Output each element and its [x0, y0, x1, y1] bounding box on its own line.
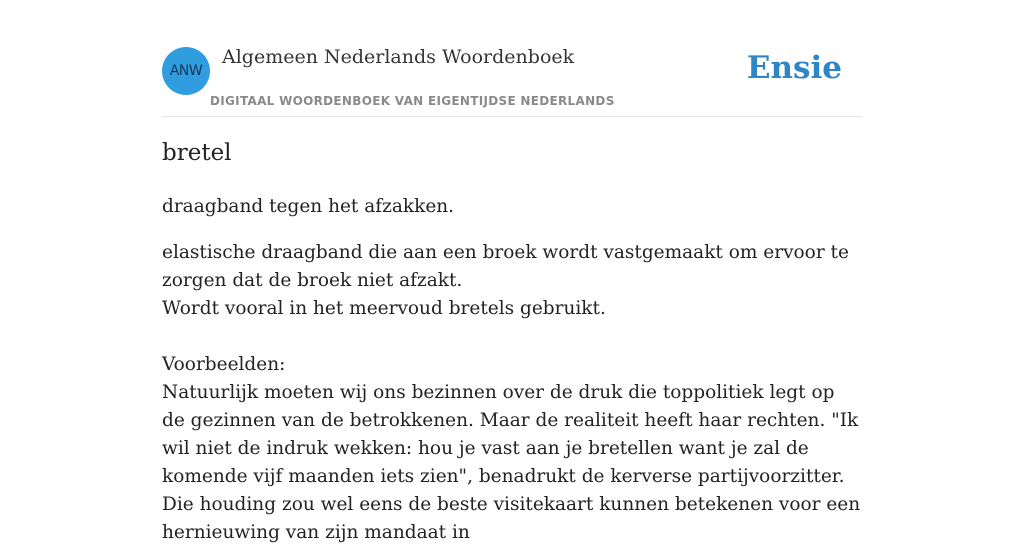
long-definition [162, 239, 862, 547]
usage-note: Wordt vooral in het meervoud bretels gebruikt. [162, 298, 606, 319]
definition-text: elastische draagband die aan een broek wordt vastgemaakt om ervoor te zorgen dat de broek niet afzakt. [162, 242, 849, 291]
ensie-brand-logo[interactable]: Ensie [746, 50, 842, 86]
entry-headword: bretel [162, 140, 232, 166]
spacer [162, 323, 862, 351]
anw-logo[interactable]: ANW [162, 47, 210, 95]
example-text: Natuurlijk moeten wij ons bezinnen over de druk die toppolitiek legt op de gezinnen van de betrokkenen. Maar de realiteit heeft haar rechten. "Ik wil niet de indruk wekken: hou je vast aan je bretellen want je zal de komende vijf maanden iets zien", benadrukt de kerverse partijvoorzitter. Die houding zou wel eens de beste visitekaart kunnen betekenen voor een hernieuwing van zijn mandaat in [162, 382, 861, 543]
short-definition: draagband tegen het afzakken. [162, 196, 455, 217]
site-subtitle: DIGITAAL WOORDENBOEK VAN EIGENTIJDSE NEDERLANDS [210, 94, 615, 108]
site-title[interactable]: Algemeen Nederlands Woordenboek [222, 46, 575, 68]
site-header [162, 0, 862, 117]
examples-label: Voorbeelden: [162, 354, 286, 375]
page [162, 0, 862, 543]
